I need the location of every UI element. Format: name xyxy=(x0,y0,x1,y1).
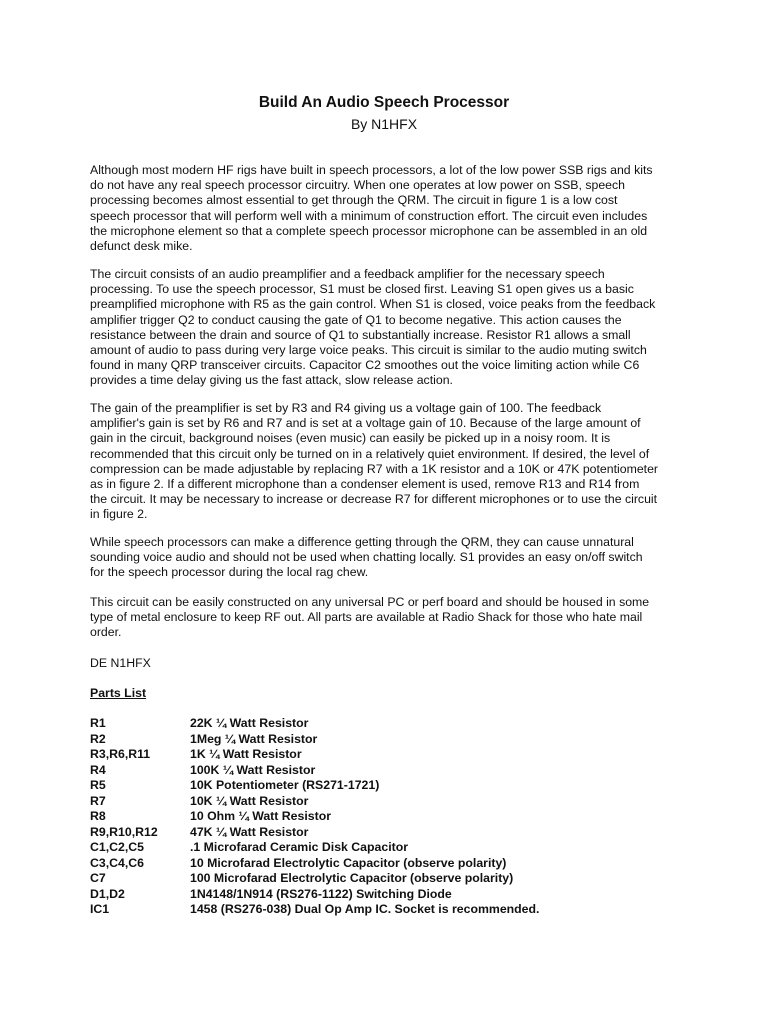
paragraph-line: processing becomes almost essential to get through the QRM. The circuit in figure 1 is a low cost xyxy=(90,193,618,208)
paragraph-line: amplifier trigger Q2 to conduct causing the gate of Q1 to become negative. This action causes the xyxy=(90,312,622,327)
part-reference: R1 xyxy=(90,716,106,730)
part-reference: R7 xyxy=(90,793,106,808)
paragraph-line: order. xyxy=(90,625,122,640)
part-description: 47K ¼ Watt Resistor xyxy=(190,824,309,839)
part-reference: D1,D2 xyxy=(90,886,125,901)
paragraph-line: do not have any real speech processor circuitry. When one operates at low power on SSB, speech xyxy=(90,178,625,193)
paragraph-line: defunct desk mike. xyxy=(90,238,193,253)
parts-list-row xyxy=(90,763,690,779)
paragraph-line: amplifier's gain is set by R6 and R7 and is set at a voltage gain of 10. Because of the large amount of xyxy=(90,416,641,431)
parts-list-row xyxy=(90,825,690,841)
parts-list-row xyxy=(90,809,690,825)
part-reference: R8 xyxy=(90,809,106,823)
paragraph-line: resistance between the drain and source of Q1 to substantially increase. Resistor R1 allows a small xyxy=(90,327,631,342)
part-reference: IC1 xyxy=(90,902,110,916)
parts-list-heading: Parts List xyxy=(90,686,147,700)
paragraph-line: The circuit consists of an audio preamplifier and a feedback amplifier for the necessary speech xyxy=(90,267,605,281)
paragraph-line: Although most modern HF rigs have built in speech processors, a lot of the low power SSB rigs and kits xyxy=(90,163,653,177)
paragraph-line: the circuit. It may be necessary to increase or decrease R7 for different microphones or to use the circuit xyxy=(90,492,658,507)
signoff: DE N1HFX xyxy=(90,656,151,670)
paragraph-line: type of metal enclosure to keep RF out. All parts are available at Radio Shack for those who hate mail xyxy=(90,610,643,625)
parts-list-row xyxy=(90,840,690,856)
part-description: 22K ¼ Watt Resistor xyxy=(190,716,309,730)
paragraph-line: processing. To use the speech processor, S1 must be closed first. Leaving S1 open gives us a basic xyxy=(90,282,634,297)
paragraph-construction xyxy=(90,595,649,641)
part-description: 1N4148/1N914 (RS276-1122) Switching Diode xyxy=(190,886,452,901)
paragraph-line: found in many QRP transceiver circuits. Capacitor C2 smoothes out the voice limiting action while C6 xyxy=(90,358,640,373)
paragraph-line: in figure 2. xyxy=(90,507,148,522)
paragraph-line: This circuit can be easily constructed on any universal PC or perf board and should be housed in some xyxy=(90,595,650,609)
paragraph-usage xyxy=(90,535,643,581)
parts-list-row xyxy=(90,747,690,763)
part-reference: C3,C4,C6 xyxy=(90,855,144,870)
part-description: 1K ¼ Watt Resistor xyxy=(190,747,302,761)
document-title: Build An Audio Speech Processor xyxy=(258,94,510,111)
parts-list-row xyxy=(90,856,690,872)
paragraph-line: preamplified microphone with R5 as the gain control. When S1 is closed, voice peaks from the feedback xyxy=(90,297,656,312)
part-reference: C1,C2,C5 xyxy=(90,840,144,854)
paragraph-intro xyxy=(90,163,653,254)
parts-list-row xyxy=(90,887,690,903)
paragraph-line: as in figure 2. If a different microphone than a condenser element is used, remove R13 and R14 from xyxy=(90,476,640,491)
paragraph-line: compression can be made adjustable by replacing R7 with a 1K resistor and a 10K or 47K potentiometer xyxy=(90,461,659,476)
parts-list-row xyxy=(90,902,690,918)
paragraph-line: the microphone element so that a complete speech processor microphone can be assembled in an old xyxy=(90,223,648,238)
part-description: 10K ¼ Watt Resistor xyxy=(190,793,309,808)
parts-list-row xyxy=(90,871,690,887)
part-reference: C7 xyxy=(90,871,106,885)
document-byline: By N1HFX xyxy=(350,116,418,132)
paragraph-line: speech processor that will perform well with a minimum of construction effort. The circuit even includes xyxy=(90,208,648,223)
part-description: 100K ¼ Watt Resistor xyxy=(190,762,316,777)
parts-list xyxy=(90,716,690,918)
part-reference: R2 xyxy=(90,731,106,746)
paragraph-line: amount of audio to pass during very large voice peaks. This circuit is similar to the audio muting switch xyxy=(90,342,647,357)
part-description: .1 Microfarad Ceramic Disk Capacitor xyxy=(190,840,409,854)
paragraph-line: The gain of the preamplifier is set by R3 and R4 giving us a voltage gain of 100. The feedback xyxy=(90,401,602,415)
parts-list-row xyxy=(90,778,690,794)
part-description: 10 Ohm ¼ Watt Resistor xyxy=(190,809,331,823)
paragraph-line: gain in the circuit, background noises (even music) can easily be picked up in a noisy room. It is xyxy=(90,431,611,446)
paragraph-line: sounding voice audio and should not be used when chatting locally. S1 provides an easy on/off switch xyxy=(90,550,643,565)
part-description: 1Meg ¼ Watt Resistor xyxy=(190,731,318,746)
paragraph-line: for the speech processor during the local rag chew. xyxy=(90,565,369,580)
parts-list-row xyxy=(90,732,690,748)
part-reference: R3,R6,R11 xyxy=(90,747,151,761)
paragraph-line: While speech processors can make a difference getting through the QRM, they can cause unnatural xyxy=(90,535,634,549)
parts-list-row xyxy=(90,794,690,810)
part-reference: R4 xyxy=(90,762,106,777)
paragraph-line: recommended that this circuit only be turned on in a relatively quiet environment. If desired, the level of xyxy=(90,446,650,461)
part-description: 1458 (RS276-038) Dual Op Amp IC. Socket is recommended. xyxy=(190,902,540,916)
paragraph-line: provides a time delay giving us the fast attack, slow release action. xyxy=(90,373,453,388)
parts-list-row xyxy=(90,716,690,732)
part-description: 10 Microfarad Electrolytic Capacitor (observe polarity) xyxy=(190,855,507,870)
part-reference: R9,R10,R12 xyxy=(90,824,158,839)
paragraph-circuit xyxy=(90,267,655,389)
part-description: 10K Potentiometer (RS271-1721) xyxy=(190,778,380,792)
part-description: 100 Microfarad Electrolytic Capacitor (observe polarity) xyxy=(190,871,514,885)
part-reference: R5 xyxy=(90,778,106,792)
paragraph-gain xyxy=(90,401,658,523)
